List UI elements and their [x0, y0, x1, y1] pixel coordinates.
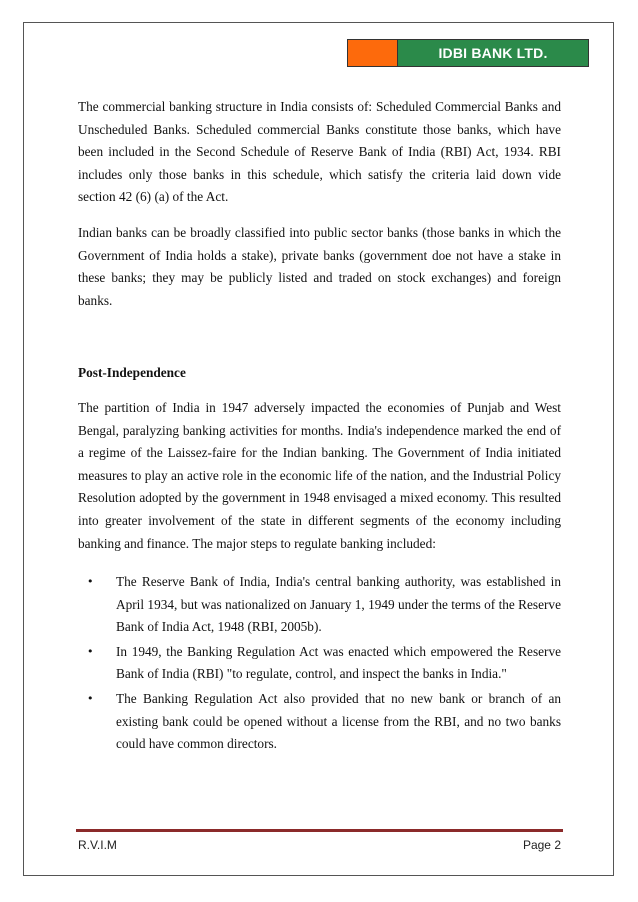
list-item [78, 641, 561, 686]
list-item-text: The Banking Regulation Act also provided that no new bank or branch of an existing bank could be opened without a license from the RBI, and no two banks could have common directors. [116, 691, 561, 752]
bullet-icon: • [87, 644, 94, 658]
paragraph-bank-classification: Indian banks can be broadly classified into public sector banks (those banks in which the Government of India holds a stake), private banks (government doe not have a stake in these banks; they may be publicly listed and traded on stock exchanges) and foreign banks. [78, 224, 561, 308]
footer-institution: R.V.I.M [78, 838, 117, 852]
list-item-text: In 1949, the Banking Regulation Act was enacted which empowered the Reserve Bank of India (RBI) "to regulate, control, and inspect the banks in India." [116, 643, 561, 682]
bullet-icon: • [87, 575, 94, 589]
footer-divider [76, 829, 563, 832]
paragraph-post-independence: The partition of India in 1947 adversely impacted the economies of Punjab and West Bengal, paralyzing banking activities for months. India's independence marked the end of a regime of the Laissez-faire for the Indian banking. The Government of India initiated measures to play an active role in the economic life of the nation, and the Industrial Policy Resolution adopted by the government in 1948 envisaged a mixed economy. This resulted into greater involvement of the state in different segments of the economy including banking and finance. The major steps to regulate banking included: [78, 399, 561, 551]
page-number: Page 2 [522, 838, 561, 852]
bullet-icon: • [87, 692, 94, 706]
section-heading: Post-Independence [78, 365, 186, 381]
header-orange-block [348, 40, 398, 66]
header-title: IDBI BANK LTD. [398, 40, 588, 66]
list-item [78, 688, 561, 756]
list-item-text: The Reserve Bank of India, India's central banking authority, was established in April 1934, but was nationalized on January 1, 1949 under the terms of the Reserve Bank of India Act, 1948 (RBI, 2005b). [116, 574, 561, 635]
regulation-steps-list [78, 571, 561, 756]
document-body [78, 96, 561, 758]
header-tag [347, 39, 589, 67]
paragraph-banking-structure: The commercial banking structure in India consists of: Scheduled Commercial Banks and Unscheduled Banks. Scheduled commercial Banks constitute those banks, which have been included in the Second Schedule of Reserve Bank of India (RBI) Act, 1934. RBI includes only those banks in this schedule, which satisfy the criteria laid down vide section 42 (6) (a) of the Act. [78, 99, 561, 205]
list-item [78, 571, 561, 639]
